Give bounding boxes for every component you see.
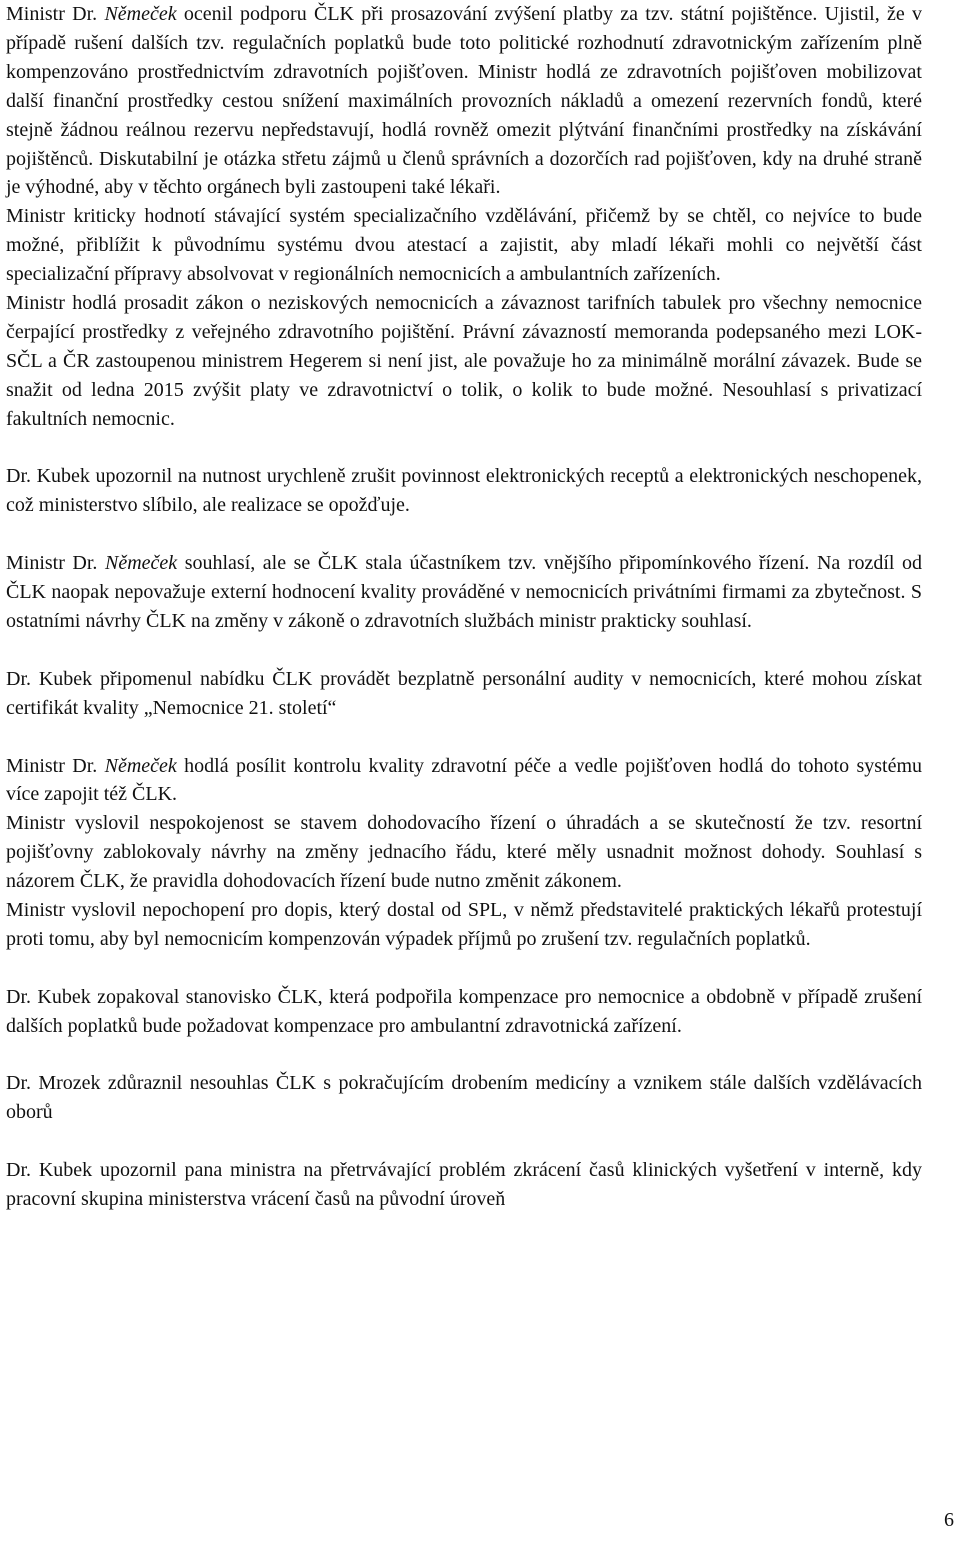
text-run: souhlasí, ale se ČLK stala účastníkem tzv. vnějšího připomínkového řízení. Na rozdíl od ČLK naopak nepovažuje externí hodnocení kvality prováděné v nemocnicích privátními firmami za zbytečnost. S ostatními návrhy ČLK na změny v zákoně o zdravotních službách ministr prakticky souhlasí. xyxy=(6,552,923,632)
paragraph-kubek-klinicke-casy xyxy=(6,1156,922,1214)
text-run: Ministr kriticky hodnotí stávající systém specializačního vzdělávání, přičemž by se chtěl, co nejvíce to bude možné, přiblížit k původnímu systému dvou atestací a zajistit, aby mladí lékaři mohli co největší část specializační přípravy absolvovat v regionálních nemocnicích a ambulantních zařízeních. xyxy=(6,205,922,286)
paragraph-kubek-kompenzace xyxy=(6,983,922,1041)
text-run: Dr. Kubek upozornil na nutnost urychleně zrušit povinnost elektronických receptů a elektronických neschopenek, což ministerstvo slíbilo, ale realizace se opožďuje. xyxy=(6,465,922,517)
paragraph-ministr-podpora xyxy=(6,0,922,202)
text-run: Ministr vyslovil nepochopení pro dopis, který dostal od SPL, v němž představitelé praktických lékařů protestují proti tomu, aby byl nemocnicím kompenzován výpadek příjmů po zrušení tzv. regulačních poplatků. xyxy=(6,899,922,950)
text-run: Ministr Dr. xyxy=(6,3,105,25)
document-body xyxy=(6,0,922,1214)
text-run: ocenil podporu ČLK při prosazování zvýšení platby za tzv. státní pojištěnce. Ujistil, že v případě rušení dalších tzv. regulačních poplatků bude toto politické rozhodnutí zdravotnickým zařízením plně kompenzováno prostřednictvím zdravotních pojišťoven. Ministr hodlá ze zdravotních pojišťoven mobilizovat další finanční prostředky cestou snížení maximálních provozních nákladů a omezení rezervních fondů, které stejně žádnou reálnou rezervu nepředstavují, hodlá rovněž omezit plýtvání finančními prostředky na získávání pojištěnců. Diskutabilní je otázka střetu zájmů u členů správních a dozorčích rad pojišťoven, kdy na druhé straně je výhodné, aby v těchto orgánech byli zastoupeni také lékaři. xyxy=(6,3,922,199)
text-run: Dr. Kubek zopakoval stanovisko ČLK, která podpořila kompenzace pro nemocnice a obdobně v případě zrušení dalších poplatků bude požadovat kompenzace pro ambulantní zdravotnická zařízení. xyxy=(6,985,922,1037)
text-run: Dr. Kubek připomenul nabídku ČLK provádět bezplatně personální audity v nemocnicích, které mohou získat certifikát kvality „Nemocnice 21. století“ xyxy=(6,667,922,719)
text-run: Ministr hodlá prosadit zákon o neziskových nemocnicích a závaznost tarifních tabulek pro všechny nemocnice čerpající prostředky z veřejného zdravotního pojištění. Právní závazností memoranda podepsaného mezi LOK-SČL a ČR zastoupenou ministrem Hegerem si není jist, ale považuje ho za minimálně morální závazek. Bude se snažit od ledna 2015 zvýšit platy ve zdravotnictví o tolik, o kolik to bude možné. Nesouhlasí s privatizací fakultních nemocnic. xyxy=(6,292,922,430)
paragraph-nemecek-pripominkove-rizeni xyxy=(6,549,922,636)
paragraph-nemecek-kontrola-kvality xyxy=(6,752,922,810)
name-italic: Němeček xyxy=(104,754,177,777)
paragraph-kubek-audity xyxy=(6,665,922,723)
page-number: 6 xyxy=(944,1509,954,1531)
name-italic: Němeček xyxy=(104,3,177,25)
paragraph-specializacni-vzdelavani xyxy=(6,202,922,289)
paragraph-dohodovaci-rizeni xyxy=(6,809,922,896)
text-run: Dr. Mrozek zdůraznil nesouhlas ČLK s pokračujícím drobením medicíny a vznikem stále dalších vzdělávacích oborů xyxy=(6,1072,922,1124)
text-run: Ministr vyslovil nespokojenost se stavem dohodovacího řízení o úhradách a se skutečností že tzv. resortní pojišťovny zablokovaly návrhy na změny jednacího řádu, které měly usnadnit možnost dohody. Souhlasí s názorem ČLK, že pravidla dohodovacích řízení bude nutno změnit zákonem. xyxy=(6,812,922,893)
paragraph-dopis-spl xyxy=(6,896,922,954)
text-run: Ministr Dr. xyxy=(6,552,105,575)
name-italic: Němeček xyxy=(104,552,178,575)
paragraph-kubek-recepty xyxy=(6,462,922,520)
paragraph-neziskove-nemocnice xyxy=(6,289,922,434)
text-run: hodlá posílit kontrolu kvality zdravotní péče a vedle pojišťoven hodlá do tohoto systému více zapojit též ČLK. xyxy=(6,754,922,806)
text-run: Dr. Kubek upozornil pana ministra na přetrvávající problém zkrácení časů klinických vyšetření v interně, kdy pracovní skupina ministerstva vrácení časů na původní úroveň xyxy=(6,1159,922,1211)
paragraph-mrozek-obory xyxy=(6,1069,922,1127)
text-run: Ministr Dr. xyxy=(6,754,105,777)
